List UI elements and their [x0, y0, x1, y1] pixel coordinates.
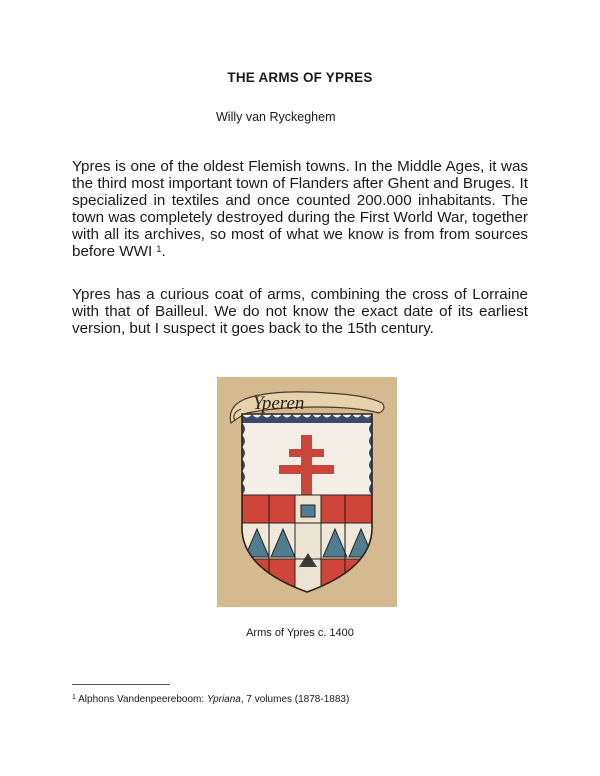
- footnote-reference: 1: [156, 244, 162, 254]
- coat-of-arms-image: [217, 377, 397, 607]
- footnote-work-title: Ypriana: [206, 694, 241, 705]
- footnote-author: Alphons Vandenpeereboom:: [78, 694, 207, 705]
- footnote-number: 1: [72, 694, 76, 701]
- footnote: [72, 694, 349, 705]
- footnote-details: , 7 volumes (1878-1883): [240, 694, 350, 705]
- yperen-inscription: Yperen: [253, 393, 305, 414]
- paragraph-history-text: Ypres is one of the oldest Flemish towns. In the Middle Ages, it was the third most important town of Flanders after Ghent and Bruges. It specialized in textiles and once counted 200.000 inhabitants. The town was completely destroyed during the First World War, together with all its archives, so most of what we know is from from sources before WWI: [72, 158, 528, 260]
- page-title: THE ARMS OF YPRES: [227, 70, 373, 85]
- paragraph-history: [72, 158, 528, 260]
- figure-caption: Arms of Ypres c. 1400: [246, 627, 354, 639]
- paragraph-history-end: .: [161, 243, 166, 260]
- author-name: Willy van Ryckeghem: [216, 110, 336, 124]
- coat-of-arms-drawing: [217, 377, 397, 607]
- paragraph-coat-of-arms: Ypres has a curious coat of arms, combining the cross of Lorraine with that of Bailleul. We do not know the exact date of its earliest version, but I suspect it goes back to the 15th century.: [72, 286, 528, 337]
- footnote-divider: [72, 684, 170, 685]
